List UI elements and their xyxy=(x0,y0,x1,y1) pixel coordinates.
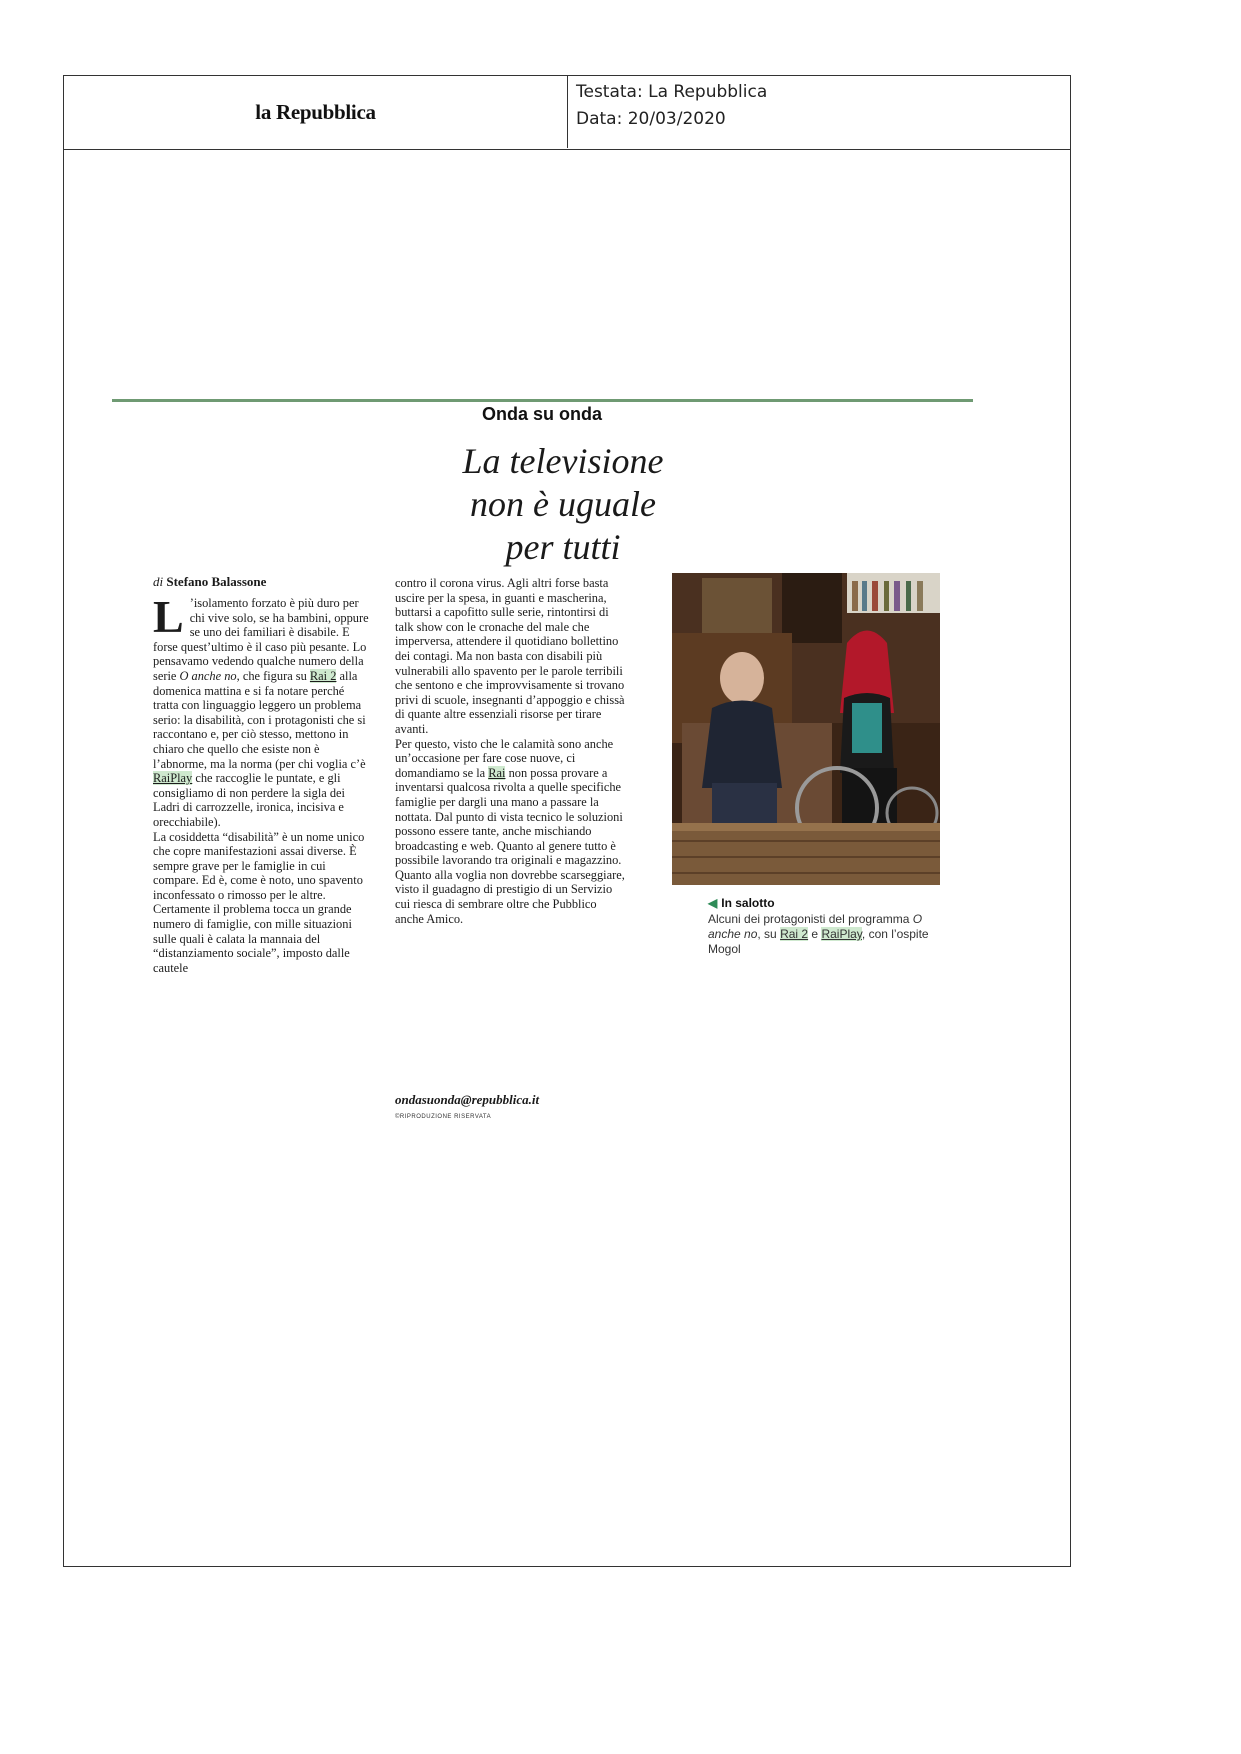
text-run: Rai 2 xyxy=(780,927,809,941)
article-column-2 xyxy=(395,576,625,926)
text-run: contro il corona virus. Agli altri forse basta uscire per la spesa, in guanti e mascherina, buttarsi a capofitto sulle serie, rintontirsi di talk show con le cronache del male che imperversa, attendere il quotidiano bollettino dei contagi. Ma non basta con disabili più vulnerabili allo spavento per le parole terribili che sentono e che improvvisamente si trovano privi di scuole, insegnanti d’appoggio e chissà di quante altre essenziali risorse per tirare avanti. xyxy=(395,576,625,736)
text-run: Alcuni dei protagonisti del programma xyxy=(708,912,913,926)
text-run: Per questo, visto che le calamità sono anche un’occasione per fare cose nuove, ci domandiamo se la xyxy=(395,736,614,780)
text-run: , su xyxy=(757,927,781,941)
text-run: Rai xyxy=(488,765,506,780)
author-email: ondasuonda@repubblica.it xyxy=(395,1092,540,1107)
column-2-text xyxy=(395,576,625,926)
column-1-text xyxy=(153,591,371,975)
photo-caption xyxy=(708,912,948,957)
article-headline: La televisione non è uguale per tutti xyxy=(462,441,664,567)
text-run: La cosiddetta “disabilità” è un nome unico che copre manifestazioni assai diverse. È sempre grave per le famiglie in cui compare. Ed è, come è noto, uno spavento inconfessato o rimosso per le altre. Certamente il problema tocca un grande numero di famiglie, con mille situazioni sulle quali è calata la mannaia del “distanziamento sociale”, imposto dalle cautele xyxy=(153,829,365,975)
text-run: RaiPlay xyxy=(821,927,862,941)
logo-cell xyxy=(64,76,568,148)
text-run: O anche no xyxy=(708,912,923,941)
header-meta xyxy=(576,79,1056,133)
text-run: Rai 2 xyxy=(309,668,337,683)
caption-title-text: In salotto xyxy=(721,896,775,910)
photo-caption-title xyxy=(708,896,948,910)
text-run: e xyxy=(808,927,822,941)
header-table xyxy=(64,76,1070,150)
text-run: , che figura su xyxy=(236,668,310,683)
text-run: non possa provare a inventarsi qualcosa rivolta a quelle specifiche famiglie per dargli una mano a passare la nottata. Dal punto di vista tecnico le soluzioni possono essere tante, anche mischiando broadcasting e web. Quanto al genere tutto è possibile lavorando tra originali e magazzino. Quanto alla voglia non dovrebbe scarseggiare, visto il guadagno di prestigio di un Servizio cui riesca di sembrare oltre che Pubblico anche Amico. xyxy=(395,765,625,926)
copyright-notice: ©RIPRODUZIONE RISERVATA xyxy=(395,1114,492,1120)
article-column-1 xyxy=(153,591,371,975)
caption-arrow-icon: ◀ xyxy=(708,896,718,910)
testata-line: Testata: La Repubblica xyxy=(576,82,768,102)
text-run: O anche no xyxy=(179,668,237,683)
byline-prefix: di xyxy=(153,574,164,589)
text-run: alla domenica mattina e si fa notare perché tratta con linguaggio leggero un problema serio: la disabilità, con i protagonisti che si raccontano e, per ciò stesso, mettono in chiaro che quello che esiste non è l’abnorme, ma la norma (per chi voglia c’è xyxy=(153,668,366,771)
text-run: ’isolamento forzato è più duro per chi vive solo, se ha bambini, oppure se uno dei familiari è disabile. E forse quest’ultimo è il caso più pesante. Lo pensavamo vedendo qualche numero della serie xyxy=(153,596,369,683)
article-photo xyxy=(672,573,940,885)
date-line: Data: 20/03/2020 xyxy=(576,109,726,129)
drop-cap: L xyxy=(153,591,184,642)
text-run: , con l’ospite Mogol xyxy=(708,927,929,956)
text-run: RaiPlay xyxy=(153,771,193,786)
newspaper-logo: la Repubblica xyxy=(255,99,376,124)
text-run: che raccoglie le puntate, e gli consigliamo di non perdere la sigla dei Ladri di carrozzelle, ironica, incisiva e orecchiabile). xyxy=(153,771,346,829)
clip-top-rule xyxy=(112,399,973,402)
section-label: Onda su onda xyxy=(482,404,603,424)
byline-author: Stefano Balassone xyxy=(166,574,267,589)
photo-illustration xyxy=(672,573,940,885)
byline xyxy=(153,574,383,590)
